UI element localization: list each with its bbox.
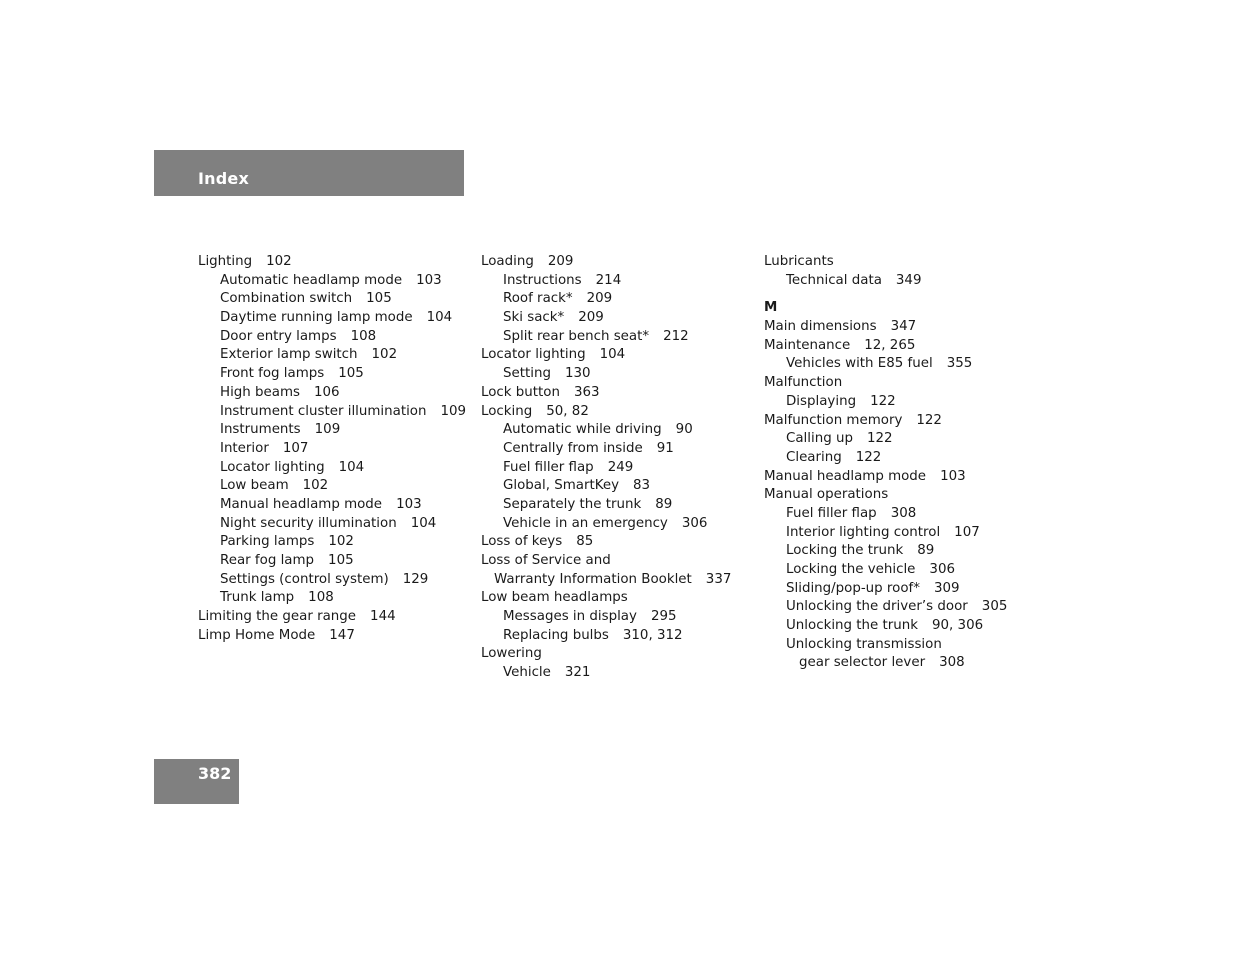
index-subentry	[198, 459, 478, 478]
index-entry-text: Setting	[503, 366, 551, 382]
index-subentry	[198, 290, 478, 309]
index-subentry	[198, 421, 478, 440]
index-subentry	[764, 636, 1044, 655]
index-entry-text: Fuel filler flap	[503, 459, 594, 475]
index-entry	[481, 384, 761, 403]
index-subentry	[481, 459, 761, 478]
index-entry-text: Automatic headlamp mode	[220, 272, 403, 288]
index-page-ref[interactable]: 109	[440, 403, 467, 419]
index-page-ref[interactable]: 102	[302, 478, 329, 494]
index-entry-text: High beams	[220, 384, 300, 400]
index-subentry	[481, 627, 761, 646]
index-entry-text: Vehicle in an emergency	[503, 515, 668, 531]
index-entry-text: gear selector lever	[799, 655, 926, 671]
index-subentry	[198, 440, 478, 459]
index-subentry	[764, 272, 1044, 291]
index-page-ref[interactable]: 122	[870, 393, 896, 409]
index-entry-text: Daytime running lamp mode	[220, 310, 413, 326]
index-entry-text: Unlocking the trunk	[786, 618, 918, 634]
index-entry-text: Night security illumination	[220, 515, 397, 531]
index-page-ref[interactable]: 349	[895, 272, 922, 288]
index-entry-text: Loss of keys	[481, 534, 563, 550]
page-number-box	[154, 759, 239, 804]
index-page-ref[interactable]: 209	[586, 291, 613, 307]
index-entry-text: Loading	[481, 254, 534, 269]
index-entry-text: Locking the vehicle	[786, 562, 916, 577]
index-page-ref[interactable]: 108	[350, 328, 377, 344]
index-entry	[764, 486, 1044, 505]
index-subentry	[198, 403, 478, 422]
index-subentry	[481, 440, 761, 459]
index-entry-text: Interior	[220, 440, 269, 456]
index-page-ref[interactable]: 147	[329, 627, 355, 643]
index-subentry	[764, 617, 1044, 636]
index-entry	[481, 253, 761, 272]
index-page-ref[interactable]: 83	[633, 478, 651, 494]
index-entry-text: Warranty Information Booklet	[494, 571, 692, 587]
index-entry-text: Locator lighting	[220, 459, 325, 475]
index-page-ref[interactable]: 104	[410, 515, 437, 531]
index-page-ref[interactable]: 105	[338, 366, 364, 382]
index-page-ref[interactable]: 249	[607, 459, 634, 475]
section-header-bar	[154, 150, 464, 196]
index-page-ref[interactable]: 295	[650, 609, 677, 625]
index-subentry	[481, 515, 761, 534]
index-subentry	[481, 421, 761, 440]
index-entry-text: Centrally from inside	[503, 440, 643, 456]
index-entry-text: Displaying	[786, 393, 857, 409]
index-subentry	[764, 524, 1044, 543]
index-column-3	[764, 253, 1044, 673]
index-entry-text: Limiting the gear range	[198, 609, 357, 625]
index-page-ref[interactable]: 106	[314, 384, 340, 400]
index-page-ref[interactable]: 90	[675, 422, 693, 438]
index-page-ref[interactable]: 122	[916, 412, 942, 428]
index-page-ref[interactable]: 144	[370, 609, 396, 625]
index-entry-text: Vehicles with E85 fuel	[786, 356, 933, 372]
index-page-ref[interactable]: 108	[308, 590, 334, 606]
index-entry-text: Combination switch	[220, 291, 353, 307]
index-page-ref[interactable]: 214	[595, 272, 622, 288]
index-entry-text: Split rear bench seat*	[503, 328, 650, 344]
index-entry-text: Low beam	[220, 478, 289, 494]
index-subentry	[764, 393, 1044, 412]
index-entry-text: Instrument cluster illumination	[220, 403, 427, 419]
index-entry-text: Automatic while driving	[503, 422, 662, 438]
index-subentry	[198, 533, 478, 552]
index-subentry	[481, 477, 761, 496]
index-subentry	[481, 608, 761, 627]
index-subentry	[481, 309, 761, 328]
index-entry	[764, 337, 1044, 356]
index-entry-text: Manual operations	[764, 487, 889, 503]
index-subentry	[764, 430, 1044, 449]
index-entry	[481, 645, 761, 664]
index-page-ref[interactable]: 310, 312	[622, 627, 683, 643]
index-entry	[481, 589, 761, 608]
index-entry-text: Fuel filler flap	[786, 505, 877, 521]
index-page-ref[interactable]: 50, 82	[546, 403, 589, 419]
index-subentry	[764, 449, 1044, 468]
index-page-ref[interactable]: 308	[890, 505, 917, 521]
index-entry-text: Limp Home Mode	[198, 627, 316, 643]
index-page-ref[interactable]: 306	[681, 515, 708, 531]
index-subentry	[481, 290, 761, 309]
index-page-ref[interactable]: 103	[940, 468, 966, 484]
index-page-ref[interactable]: 107	[954, 524, 980, 540]
index-entry-text: Roof rack*	[503, 291, 573, 307]
index-subentry	[198, 309, 478, 328]
index-subentry	[198, 365, 478, 384]
index-page-ref[interactable]: 102	[371, 347, 398, 363]
index-entry	[198, 608, 478, 627]
index-page-ref[interactable]: 209	[547, 254, 574, 269]
index-entry-text: Lowering	[481, 646, 542, 662]
index-page-ref[interactable]: 89	[655, 496, 673, 512]
index-page-ref[interactable]: 308	[939, 655, 965, 671]
index-entry-text: Clearing	[786, 449, 842, 465]
index-subentry	[481, 664, 761, 683]
index-entry-text: Unlocking the driver’s door	[786, 599, 968, 615]
index-entry-text: Settings (control system)	[220, 571, 389, 587]
index-entry-text: Messages in display	[503, 609, 637, 625]
index-entry	[481, 552, 761, 571]
index-page-ref[interactable]: 122	[855, 449, 882, 465]
index-page-ref[interactable]: 306	[929, 562, 955, 577]
index-subentry	[764, 654, 1044, 673]
index-entry	[198, 627, 478, 646]
index-page-ref[interactable]: 363	[573, 384, 600, 400]
page-number: 382	[198, 764, 232, 783]
index-page-ref[interactable]: 212	[663, 328, 689, 344]
index-entry-text: Main dimensions	[764, 319, 877, 335]
index-entry-text: Lubricants	[764, 254, 834, 269]
index-entry-text: Technical data	[786, 272, 882, 288]
index-entry-text: Low beam headlamps	[481, 590, 628, 606]
index-entry-text: Global, SmartKey	[503, 478, 620, 494]
index-page-ref[interactable]: 355	[946, 356, 973, 372]
index-page-ref[interactable]: 309	[933, 580, 960, 596]
index-entry-text: Locator lighting	[481, 347, 586, 363]
index-letter-heading: M	[764, 300, 778, 316]
index-page-ref[interactable]: 104	[338, 459, 365, 475]
index-entry-text: Instruments	[220, 422, 301, 438]
index-page-ref[interactable]: 91	[656, 440, 674, 456]
index-entry	[198, 253, 478, 272]
index-subentry	[198, 346, 478, 365]
index-entry	[481, 403, 761, 422]
index-entry-text: Locking	[481, 403, 533, 419]
index-page-ref[interactable]: 103	[416, 272, 442, 288]
index-subentry	[764, 598, 1044, 617]
index-page-ref[interactable]: 89	[917, 543, 935, 559]
index-entry-text: Malfunction	[764, 375, 843, 391]
index-entry-text: Ski sack*	[503, 310, 565, 326]
index-entry	[764, 412, 1044, 431]
index-page-ref[interactable]: 321	[564, 665, 591, 681]
index-page-ref[interactable]: 105	[328, 553, 354, 568]
index-page-ref[interactable]: 107	[282, 440, 309, 456]
index-subentry	[481, 571, 761, 590]
index-entry-text: Locking the trunk	[786, 543, 904, 559]
index-entry-text: Lock button	[481, 384, 560, 400]
index-entry	[764, 318, 1044, 337]
index-page-ref[interactable]: 102	[266, 254, 292, 269]
index-entry-text: Vehicle	[503, 665, 551, 681]
index-page-ref[interactable]: 129	[402, 571, 429, 587]
index-subentry	[198, 328, 478, 347]
index-page-ref[interactable]: 105	[366, 291, 392, 307]
index-entry-text: Lighting	[198, 254, 253, 269]
index-entry	[764, 253, 1044, 272]
index-subentry	[481, 496, 761, 515]
index-page-ref[interactable]: 305	[981, 599, 1008, 615]
index-subentry	[198, 272, 478, 291]
index-page-ref[interactable]: 130	[564, 366, 591, 382]
index-entry-text: Exterior lamp switch	[220, 347, 358, 363]
index-page-ref[interactable]: 102	[328, 534, 354, 550]
index-subentry	[198, 384, 478, 403]
index-subentry	[764, 355, 1044, 374]
index-subentry	[764, 580, 1044, 599]
index-page-ref[interactable]: 103	[396, 496, 422, 512]
index-entry	[481, 533, 761, 552]
index-subentry	[764, 542, 1044, 561]
index-entry-text: Maintenance	[764, 337, 851, 353]
index-subentry	[198, 477, 478, 496]
index-entry	[481, 346, 761, 365]
index-entry-text: Sliding/pop-up roof*	[786, 580, 920, 596]
index-entry-text: Rear fog lamp	[220, 553, 315, 568]
index-page-ref[interactable]: 347	[890, 319, 917, 335]
index-entry-text: Front fog lamps	[220, 366, 325, 382]
index-subentry	[198, 589, 478, 608]
index-entry-text: Instructions	[503, 272, 582, 288]
index-page-ref[interactable]: 90, 306	[932, 618, 984, 634]
index-page-ref[interactable]: 104	[426, 310, 453, 326]
index-page-ref[interactable]: 104	[599, 347, 626, 363]
index-entry-text: Calling up	[786, 431, 853, 447]
index-subentry	[198, 496, 478, 515]
index-subentry	[481, 272, 761, 291]
index-subentry	[198, 571, 478, 590]
index-column-2	[481, 253, 761, 683]
index-entry-text: Manual headlamp mode	[764, 468, 927, 484]
index-subentry	[198, 515, 478, 534]
index-entry-text: Parking lamps	[220, 534, 315, 550]
index-subentry	[481, 365, 761, 384]
index-entry	[764, 468, 1044, 487]
index-page-ref[interactable]: 337	[705, 571, 732, 587]
index-entry-text: Trunk lamp	[220, 590, 295, 606]
index-entry-text: Loss of Service and	[481, 553, 611, 568]
index-page-ref[interactable]: 209	[578, 310, 604, 326]
index-page-ref[interactable]: 85	[576, 534, 594, 550]
index-page-ref[interactable]: 12, 265	[864, 337, 916, 353]
index-entry-text: Door entry lamps	[220, 328, 337, 344]
index-entry-text: Manual headlamp mode	[220, 496, 383, 512]
index-entry	[764, 374, 1044, 393]
index-entry-text: Unlocking transmission	[786, 636, 942, 652]
index-page-ref[interactable]: 122	[866, 431, 893, 447]
index-subentry	[481, 328, 761, 347]
index-entry-text: Separately the trunk	[503, 496, 642, 512]
index-page-ref[interactable]: 109	[314, 422, 341, 438]
index-subentry	[764, 505, 1044, 524]
index-subentry	[764, 561, 1044, 580]
section-title: Index	[198, 169, 249, 188]
index-entry-text: Interior lighting control	[786, 524, 941, 540]
index-column-1	[198, 253, 478, 645]
index-subentry	[198, 552, 478, 571]
index-entry-text: Replacing bulbs	[503, 627, 609, 643]
index-entry-text: Malfunction memory	[764, 412, 903, 428]
